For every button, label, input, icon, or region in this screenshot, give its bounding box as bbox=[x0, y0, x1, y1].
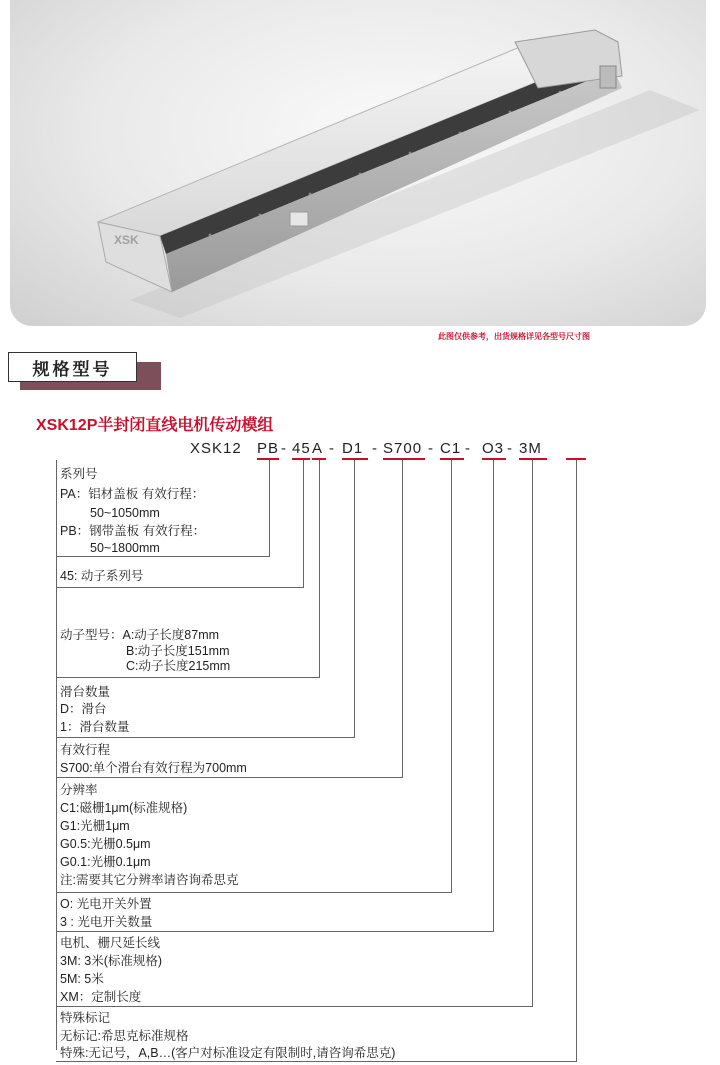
block-heading: 电机、栅尺延长线 bbox=[60, 936, 161, 950]
connector-mover-series bbox=[303, 460, 304, 587]
code-underline bbox=[519, 458, 547, 460]
block-line: O: 光电开关外置 bbox=[60, 897, 152, 911]
code-separator: - bbox=[281, 440, 287, 457]
code-part-resolution: C1 bbox=[440, 440, 462, 457]
block-line: 50~1050mm bbox=[90, 506, 160, 520]
section-label: 规格型号 bbox=[8, 352, 137, 382]
block-line: D：滑台 bbox=[60, 702, 107, 716]
block-line: 3M: 3米(标准规格) bbox=[60, 954, 163, 968]
block-line: 注:需要其它分辨率请咨询希思克 bbox=[60, 873, 239, 887]
code-part-cable: 3M bbox=[519, 440, 542, 457]
code-part-sensor: O3 bbox=[482, 440, 505, 457]
code-underline bbox=[440, 458, 464, 460]
connector-resolution bbox=[56, 892, 452, 893]
code-underline bbox=[383, 458, 425, 460]
connector-stroke bbox=[56, 777, 403, 778]
block-heading: 有效行程 bbox=[60, 743, 111, 757]
code-underline bbox=[482, 458, 506, 460]
code-part-mover-series: 45 bbox=[292, 440, 311, 457]
code-part-slide: D1 bbox=[342, 440, 364, 457]
block-line: G0.5:光栅0.5μm bbox=[60, 837, 151, 851]
connector-slide bbox=[354, 460, 355, 737]
connector-left-rail bbox=[56, 460, 57, 1050]
block-line: G1:光栅1μm bbox=[60, 819, 130, 833]
section-tab bbox=[8, 352, 161, 390]
block-line: G0.1:光栅0.1μm bbox=[60, 855, 151, 869]
block-heading: 特殊标记 bbox=[60, 1011, 111, 1025]
block-heading: 滑台数量 bbox=[60, 685, 111, 699]
block-line: B:动子长度151mm bbox=[126, 644, 230, 658]
block-heading: 分辨率 bbox=[60, 783, 98, 797]
code-separator: - bbox=[507, 440, 513, 457]
code-part-mover-type: A bbox=[312, 440, 324, 457]
connector-cable bbox=[56, 1006, 533, 1007]
connector-stroke bbox=[402, 460, 403, 777]
connector-special bbox=[576, 460, 577, 1061]
connector-series bbox=[56, 556, 270, 557]
connector-cable bbox=[532, 460, 533, 1006]
code-part-stroke: S700 bbox=[383, 440, 423, 457]
code-part-cover: PB bbox=[257, 440, 280, 457]
block-line: 3 : 光电开关数量 bbox=[60, 915, 153, 929]
code-underline bbox=[342, 458, 368, 460]
block-heading: 45: 动子系列号 bbox=[60, 569, 144, 583]
connector-series bbox=[269, 460, 270, 556]
block-line: XM：定制长度 bbox=[60, 990, 142, 1004]
code-separator: - bbox=[372, 440, 378, 457]
connector-mover-type bbox=[319, 460, 320, 677]
block-line: PB：钢带盖板 有效行程： bbox=[60, 524, 206, 538]
photo-disclaimer: 此图仅供参考，出货规格详见各型号尺寸图 bbox=[438, 332, 590, 341]
connector-mover-type bbox=[56, 677, 320, 678]
block-line: C:动子长度215mm bbox=[126, 659, 231, 673]
code-underline bbox=[292, 458, 310, 460]
connector-sensor bbox=[493, 460, 494, 931]
code-part-model: XSK12 bbox=[190, 440, 242, 457]
block-heading: 系列号 bbox=[60, 467, 98, 481]
product-title: XSK12P半封闭直线电机传动模组 bbox=[36, 417, 274, 434]
linear-module-illustration bbox=[10, 0, 706, 326]
block-line: 50~1800mm bbox=[90, 541, 160, 555]
product-photo bbox=[10, 0, 706, 326]
code-separator: - bbox=[329, 440, 335, 457]
code-underline bbox=[257, 458, 279, 460]
block-heading: 动子型号：A:动子长度87mm bbox=[60, 628, 220, 642]
code-separator: - bbox=[428, 440, 434, 457]
code-separator: - bbox=[465, 440, 471, 457]
svg-text:XSK: XSK bbox=[114, 233, 139, 247]
connector-mover-series bbox=[56, 587, 304, 588]
block-line: 1：滑台数量 bbox=[60, 720, 130, 734]
connector-resolution bbox=[451, 460, 452, 892]
block-line: S700:单个滑台有效行程为700mm bbox=[60, 761, 247, 775]
block-line: 5M: 5米 bbox=[60, 972, 104, 986]
connector-sensor bbox=[56, 931, 494, 932]
block-line: C1:磁栅1μm(标准规格) bbox=[60, 801, 188, 815]
connector-slide bbox=[56, 737, 355, 738]
block-line: 特殊:无记号，A,B…(客户对标准设定有限制时,请咨询希思克) bbox=[60, 1046, 396, 1060]
block-line: 无标记:希思克标准规格 bbox=[60, 1029, 189, 1043]
block-line: PA：铝材盖板 有效行程： bbox=[60, 487, 205, 501]
